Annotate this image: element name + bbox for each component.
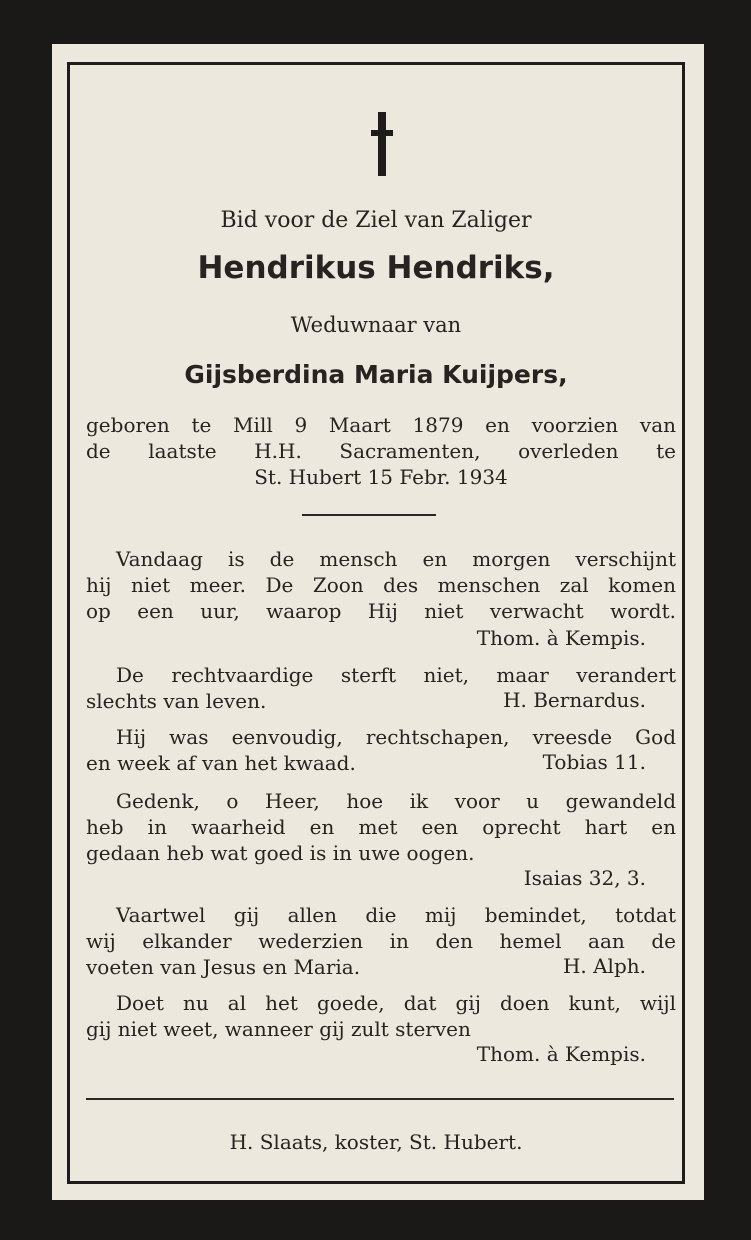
biography xyxy=(86,412,676,490)
quote-line: Vandaag is de mensch en morgen verschijnt xyxy=(116,547,676,571)
relation-text: Weduwnaar van xyxy=(290,313,462,337)
quote-line: gedaan heb wat goed is in uwe oogen. xyxy=(86,841,475,865)
quote-block xyxy=(86,788,676,866)
quote-line: voeten van Jesus en Maria. xyxy=(86,955,361,979)
quote-line: Doet nu al het goede, dat gij doen kunt, wijl xyxy=(116,991,676,1015)
bio-line: geboren te Mill 9 Maart 1879 en voorzien van xyxy=(86,413,676,437)
printer-credit: H. Slaats, koster, St. Hubert. xyxy=(229,1130,523,1154)
quote-line: op een uur, waarop Hij niet verwacht wordt. xyxy=(86,599,676,623)
quote-source: Tobias 11. xyxy=(542,750,646,774)
quote-line: slechts van leven. xyxy=(86,689,267,713)
quote-line: gij niet weet, wanneer gij zult sterven xyxy=(86,1017,471,1041)
quote-line: wij elkander wederzien in den hemel aan de xyxy=(86,929,676,953)
quote-line: hij niet meer. De Zoon des menschen zal komen xyxy=(86,573,676,597)
quote-source: Isaias 32, 3. xyxy=(523,866,646,890)
quote-line: heb in waarheid en met een oprecht hart en xyxy=(86,815,676,839)
quote-line: De rechtvaardige sterft niet, maar verandert xyxy=(116,663,676,687)
cross-icon xyxy=(371,112,393,176)
bio-line: de laatste H.H. Sacramenten, overleden te xyxy=(86,439,676,463)
prayer-intro: Bid voor de Ziel van Zaliger xyxy=(220,208,532,233)
quote-source: Thom. à Kempis. xyxy=(476,626,646,650)
bio-line: St. Hubert 15 Febr. 1934 xyxy=(254,465,508,489)
quote-source: H. Alph. xyxy=(562,954,646,978)
divider-short xyxy=(302,514,436,516)
quote-source: H. Bernardus. xyxy=(503,688,646,712)
spouse-name: Gijsberdina Maria Kuijpers, xyxy=(184,360,568,389)
quote-line: en week af van het kwaad. xyxy=(86,751,356,775)
quote-line: Gedenk, o Heer, hoe ik voor u gewandeld xyxy=(116,789,676,813)
quote-line: Hij was eenvoudig, rechtschapen, vreesde God xyxy=(116,725,676,749)
quote-line: Vaartwel gij allen die mij bemindet, totdat xyxy=(116,903,676,927)
quote-block xyxy=(86,546,676,624)
divider-long xyxy=(86,1098,674,1100)
quote-source: Thom. à Kempis. xyxy=(476,1042,646,1066)
quote-block xyxy=(86,990,676,1042)
deceased-name: Hendrikus Hendriks, xyxy=(197,250,555,286)
